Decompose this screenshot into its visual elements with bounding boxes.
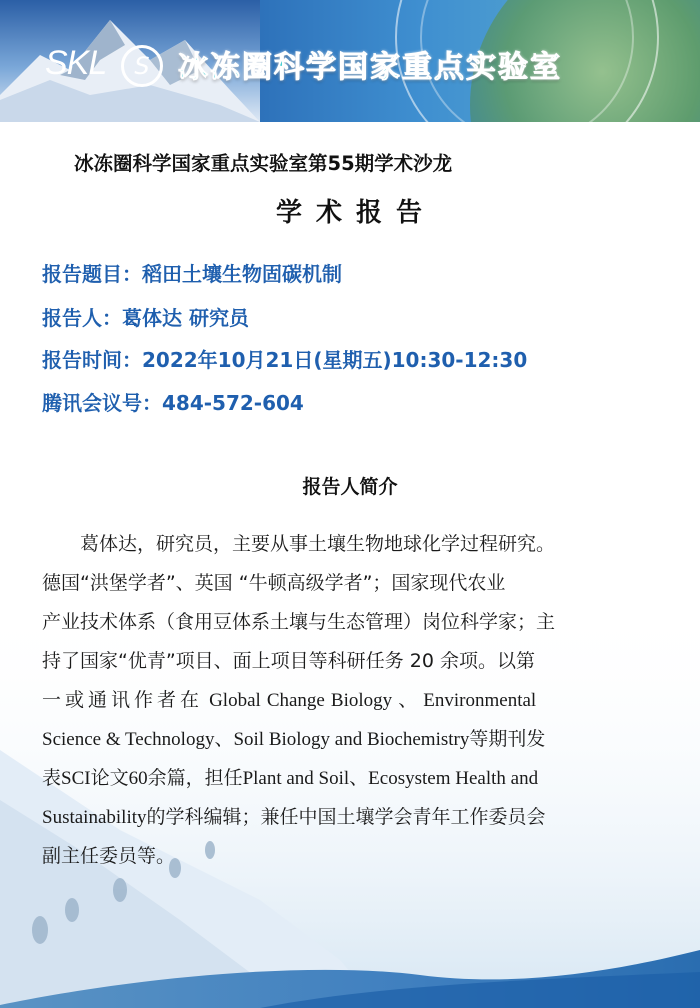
salon-title: 冰冻圈科学国家重点实验室第55期学术沙龙 xyxy=(74,152,453,175)
bio-line: 德国“洪堡学者”、英国 “牛顿高级学者”；国家现代农业 xyxy=(42,572,506,594)
bio-title: 报告人简介 xyxy=(302,476,398,498)
bio-line: 表SCI论文60余篇，担任Plant and Soil、Ecosystem Health and xyxy=(42,768,539,789)
bio-fragment: 、 xyxy=(398,689,418,711)
speaker-bio xyxy=(42,525,642,876)
bio-line xyxy=(42,681,642,720)
report-time: 报告时间：2022年10月21日(星期五)10:30-12:30 xyxy=(42,348,528,372)
header-banner xyxy=(0,0,700,122)
logo-circle-icon: S xyxy=(121,45,163,87)
bio-line: 产业技术体系（食用豆体系土壤与生态管理）岗位科学家；主 xyxy=(42,611,556,633)
report-heading: 学术报告 xyxy=(275,198,436,228)
banner-title: 冰冻圈科学国家重点实验室 xyxy=(178,50,562,85)
report-topic: 报告题目：稻田土壤生物固碳机制 xyxy=(42,262,342,286)
logo-text: SKL xyxy=(45,44,107,82)
report-speaker: 报告人：葛体达 研究员 xyxy=(42,306,249,330)
bio-fragment: 一或通讯作者在 xyxy=(42,689,204,711)
bio-fragment: Biology xyxy=(330,690,393,711)
bio-line: Science & Technology、Soil Biology and Biochemistry等期刊发 xyxy=(42,729,546,750)
bio-fragment: Environmental xyxy=(423,690,537,711)
skl-logo xyxy=(45,40,160,90)
bio-line: 葛体达，研究员，主要从事土壤生物地球化学过程研究。 xyxy=(80,533,556,555)
bio-line: Sustainability的学科编辑；兼任中国土壤学会青年工作委员会 xyxy=(42,807,546,828)
meeting-number: 腾讯会议号：484-572-604 xyxy=(42,391,304,415)
bio-line: 副主任委员等。 xyxy=(42,845,176,867)
bio-fragment: Global xyxy=(209,690,261,711)
bio-line: 持了国家“优青”项目、面上项目等科研任务 20 余项。以第 xyxy=(42,650,535,672)
bio-fragment: Change xyxy=(266,690,325,711)
